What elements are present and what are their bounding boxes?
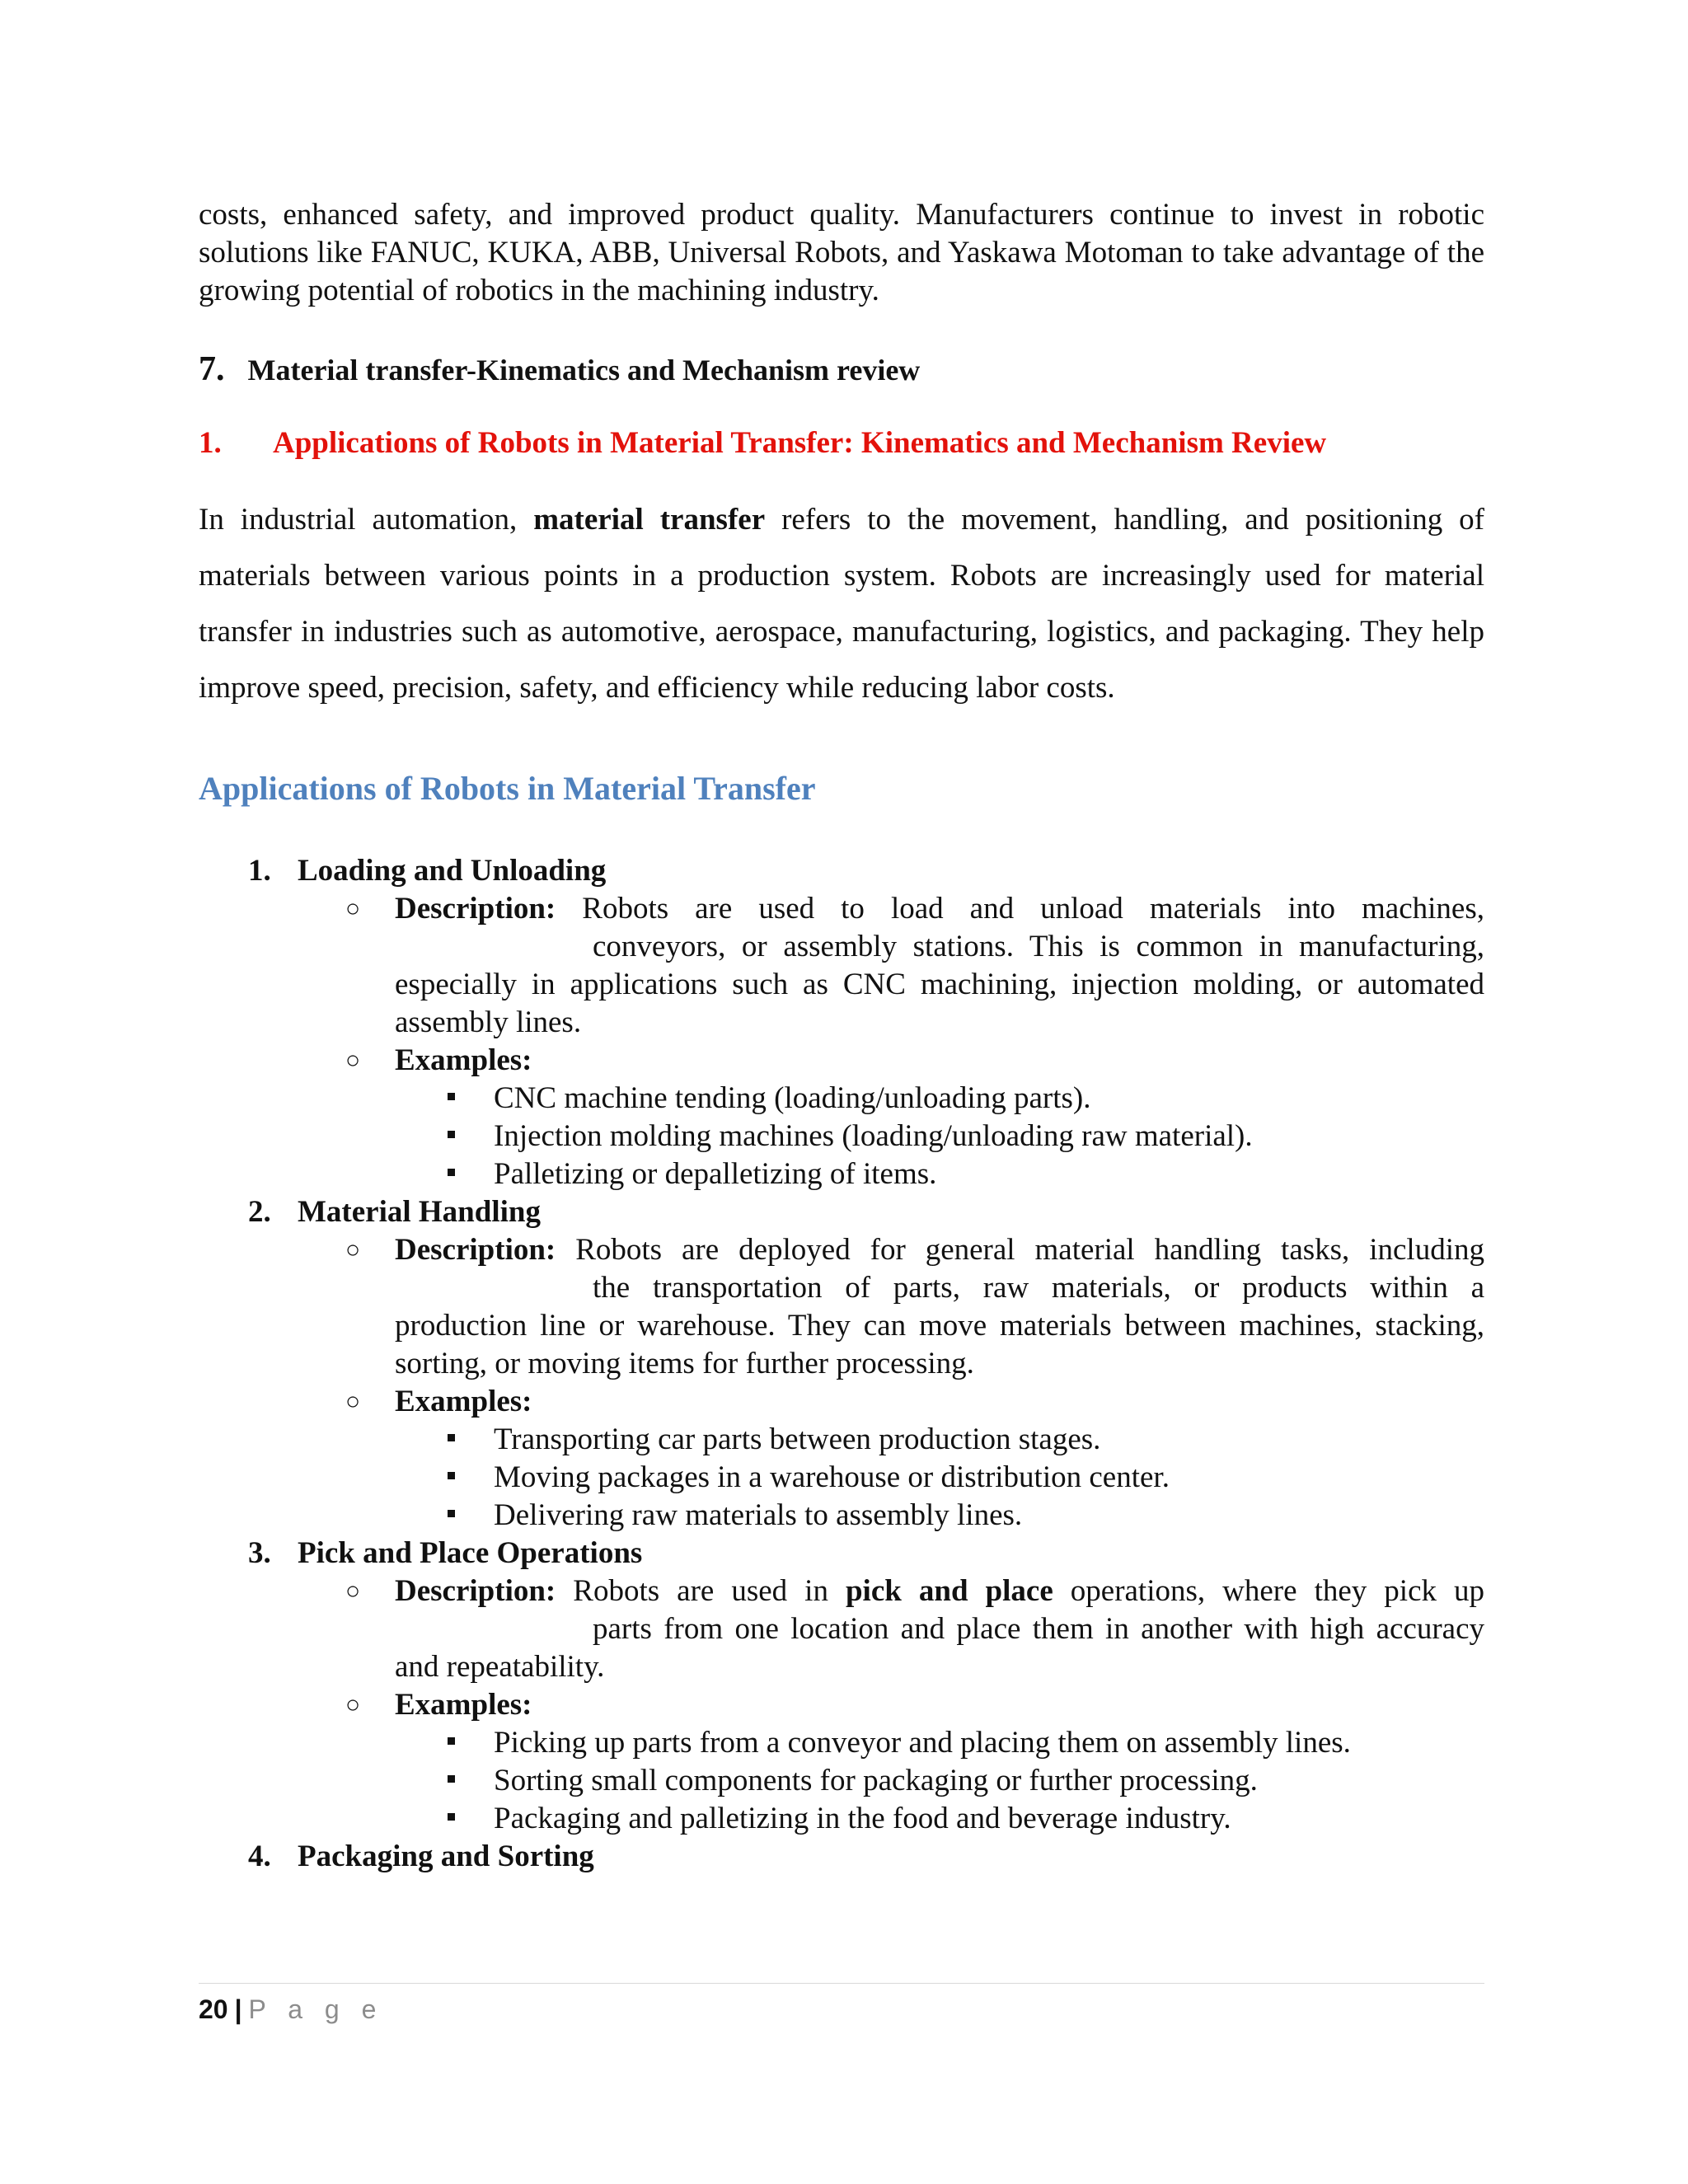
application-title (199, 852, 1484, 890)
application-title (199, 1535, 1484, 1572)
application-number: 3. (248, 1536, 271, 1570)
square-bullet-icon (448, 1775, 455, 1783)
square-bullet-icon (448, 1737, 455, 1745)
application-number: 4. (248, 1840, 271, 1873)
section-number: 7. (199, 350, 225, 388)
intro-rest: refers to the movement, handling, and positioning of materials between various points in a production system. Robots are increasingly used for material transfer in industries such as automotive, aerospace, manufacturing, logistics, and packaging. They help improve speed, precision, safety, and efficiency while reducing labor costs. (199, 503, 1485, 705)
example-item (494, 1118, 1484, 1155)
applications-list (199, 852, 1484, 1876)
description-text-a2: operations, where they pick up (1053, 1574, 1485, 1608)
description-text-b: conveyors, or assembly stations. This is common in manufacturing, especially in applications such as CNC machining, injection molding, or automated assembly lines. (395, 930, 1484, 1039)
application-title (199, 1838, 1484, 1876)
application-number: 2. (248, 1195, 271, 1229)
page-number: 20 (199, 1994, 228, 2024)
example-item (494, 1459, 1484, 1497)
application-title (199, 1193, 1484, 1231)
examples-list (199, 1724, 1484, 1838)
example-item (494, 1080, 1484, 1118)
footer-separator: | (234, 1994, 242, 2024)
continuation-paragraph: costs, enhanced safety, and improved product quality. Manufacturers continue to invest in robotic solutions like FANUC, KUKA, ABB, Universal Robots, and Yaskawa Motoman to take advantage of the growing potential of robotics in the machining industry. (199, 198, 1484, 307)
footer-divider (199, 1983, 1484, 1984)
description-item (199, 890, 1484, 1042)
description-label: Description: (395, 1233, 556, 1267)
description-term: pick and place (845, 1574, 1053, 1608)
application-title-text: Packaging and Sorting (298, 1840, 594, 1873)
description-item (199, 1231, 1484, 1383)
circle-bullet-icon: ○ (345, 1388, 361, 1415)
example-item (494, 1762, 1484, 1800)
example-item (494, 1421, 1484, 1459)
examples-list (199, 1080, 1484, 1193)
circle-bullet-icon: ○ (345, 1236, 361, 1263)
square-bullet-icon (448, 1169, 455, 1176)
examples-item (199, 1383, 1484, 1421)
description-text-a: Robots are used to load and unload materials into machines, (582, 892, 1484, 926)
examples-list (199, 1421, 1484, 1535)
square-bullet-icon (448, 1131, 455, 1138)
list-item (199, 1193, 1484, 1535)
circle-bullet-icon: ○ (345, 895, 361, 922)
example-text: Delivering raw materials to assembly lines. (494, 1498, 1023, 1532)
example-item (494, 1155, 1484, 1193)
circle-bullet-icon: ○ (345, 1577, 361, 1605)
description-text-b: parts from one location and place them in another with high accuracy and repeatability. (395, 1612, 1484, 1684)
example-text: CNC machine tending (loading/unloading parts). (494, 1081, 1091, 1115)
description-label: Description: (395, 1574, 556, 1608)
application-title-text: Pick and Place Operations (298, 1536, 643, 1570)
examples-label: Examples: (395, 1043, 532, 1077)
example-text: Injection molding machines (loading/unloading raw material). (494, 1119, 1253, 1153)
square-bullet-icon (448, 1510, 455, 1517)
example-text: Sorting small components for packaging or further processing. (494, 1764, 1258, 1797)
example-text: Palletizing or depalletizing of items. (494, 1157, 937, 1191)
examples-item (199, 1686, 1484, 1724)
example-item (494, 1800, 1484, 1838)
intro-lead: In industrial automation, (199, 503, 534, 537)
example-text: Transporting car parts between production stages. (494, 1422, 1101, 1456)
section-title: Material transfer-Kinematics and Mechanism review (247, 354, 921, 387)
circle-bullet-icon: ○ (345, 1691, 361, 1718)
example-text: Packaging and palletizing in the food and beverage industry. (494, 1802, 1231, 1835)
intro-paragraph (199, 492, 1484, 716)
examples-label: Examples: (395, 1688, 532, 1722)
square-bullet-icon (448, 1813, 455, 1821)
subsection-number: 1. (199, 426, 222, 460)
description-text-a: Robots are deployed for general material handling tasks, including (575, 1233, 1484, 1267)
example-text: Picking up parts from a conveyor and placing them on assembly lines. (494, 1726, 1351, 1760)
list-item (199, 852, 1484, 1193)
example-item (494, 1724, 1484, 1762)
subsection-title: Applications of Robots in Material Transfer: Kinematics and Mechanism Review (273, 426, 1327, 460)
circle-bullet-icon: ○ (345, 1047, 361, 1074)
applications-heading: Applications of Robots in Material Transfer (199, 770, 816, 807)
intro-term: material transfer (533, 503, 766, 537)
list-item (199, 1838, 1484, 1876)
square-bullet-icon (448, 1093, 455, 1100)
application-title-text: Material Handling (298, 1195, 541, 1229)
example-item (494, 1497, 1484, 1535)
application-number: 1. (248, 854, 271, 888)
description-text-b: the transportation of parts, raw materials, or products within a production line or warehouse. They can move materials between machines, stacking, sorting, or moving items for further processing. (395, 1271, 1484, 1380)
page-word: P a g e (248, 1994, 384, 2024)
examples-item (199, 1042, 1484, 1080)
page-content (199, 196, 1484, 1876)
description-item (199, 1572, 1484, 1686)
square-bullet-icon (448, 1434, 455, 1441)
page-footer (199, 1994, 383, 2025)
description-text-a: Robots are used in (573, 1574, 846, 1608)
subsection-heading-1 (199, 425, 1484, 461)
example-text: Moving packages in a warehouse or distribution center. (494, 1460, 1170, 1494)
examples-label: Examples: (395, 1385, 532, 1418)
description-label: Description: (395, 892, 556, 926)
application-title-text: Loading and Unloading (298, 854, 607, 888)
square-bullet-icon (448, 1472, 455, 1479)
section-heading-7 (199, 349, 1484, 389)
list-item (199, 1535, 1484, 1838)
